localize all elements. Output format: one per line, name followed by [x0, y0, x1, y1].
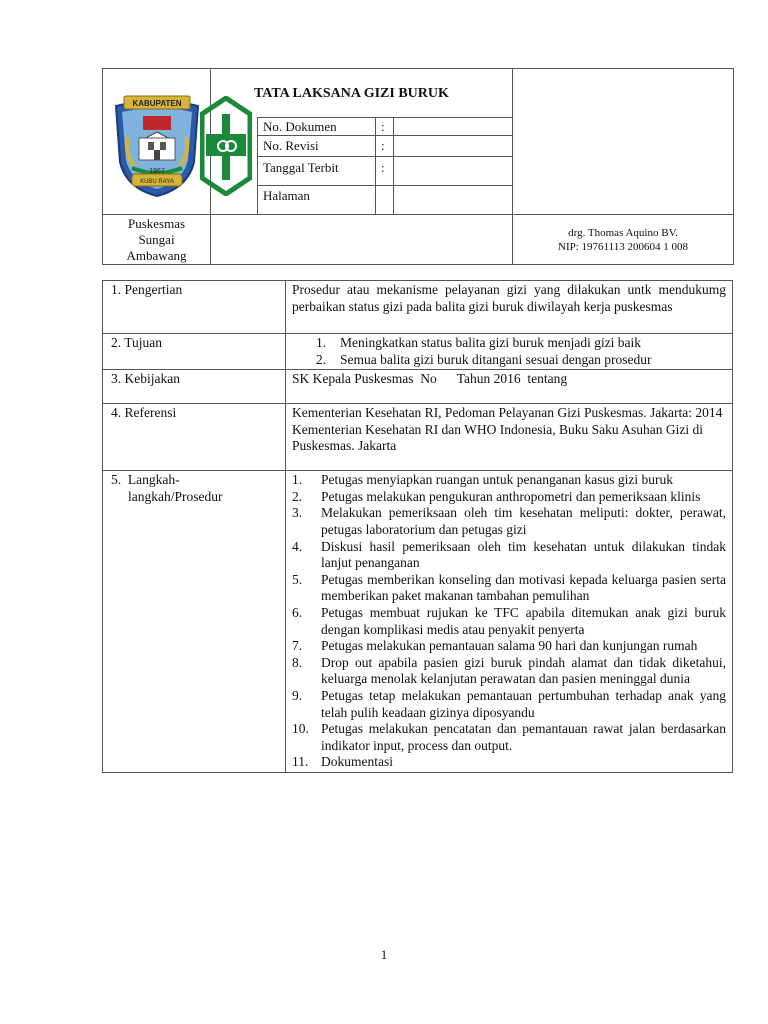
label-langkah: [103, 471, 286, 773]
puskesmas-logo: [200, 96, 252, 196]
list-item: 9. Petugas tetap melakukan pemantauan pertumbuhan terhadap anak yang telah pulih keadaan gizinya diposyandu: [292, 687, 726, 720]
list-item: 10. Petugas melakukan pencatatan dan pemantauan rawat jalan berdasarkan indikator input, process dan output.: [292, 721, 726, 753]
label-langkah-line2: langkah/Prosedur: [128, 488, 223, 504]
procedure-table: [102, 280, 733, 773]
label-tujuan: 2. Tujuan: [103, 334, 286, 370]
text-referensi-1: Kementerian Kesehatan RI, Pedoman Pelayanan Gizi Puskesmas. Jakarta: 2014: [292, 405, 723, 421]
list-item: 8. Drop out apabila pasien gizi buruk pindah alamat dan tidak diketahui, keluarga menolak kelanjutan perawatan dan pasien meninggal dunia: [292, 654, 726, 687]
list-item: 1. Petugas menyiapkan ruangan untuk penanganan kasus gizi buruk: [292, 472, 674, 488]
org-line-3: Ambawang: [126, 248, 187, 263]
list-item: 2. Semua balita gizi buruk ditangani sesuai dengan prosedur: [316, 351, 652, 367]
org-line-2: Sungai: [138, 232, 175, 247]
list-item: 11. Dokumentasi: [292, 754, 393, 770]
field-tanggal-terbit-sep: :: [381, 160, 385, 175]
page-number: 1: [380, 947, 388, 962]
list-item: 3. Melakukan pemeriksaan oleh tim kesehatan meliputi: dokter, perawat, petugas laboratorium dan petugas gizi: [292, 505, 726, 537]
row-langkah: [103, 471, 733, 773]
org-name: [103, 216, 210, 264]
document-title: TATA LAKSANA GIZI BURUK: [254, 86, 449, 101]
field-no-dokumen-label: No. Dokumen: [263, 119, 337, 134]
signer-nip: NIP: 19761113 200604 1 008: [558, 241, 688, 253]
steps-list: [292, 472, 726, 771]
row-referensi: [103, 404, 733, 471]
list-item: 2. Petugas melakukan pengukuran anthropometri dan pemeriksaan klinis: [292, 488, 701, 504]
label-langkah-line1: 5. Langkah-: [111, 472, 180, 488]
text-referensi-2: Kementerian Kesehatan RI dan WHO Indonesia, Buku Saku Asuhan Gizi di Puskesmas. Jakarta: [292, 421, 704, 454]
langkah-cell: [286, 471, 733, 773]
row-pengertian: [103, 281, 733, 334]
label-pengertian: 1. Pengertian: [103, 281, 286, 334]
referensi-cell: [286, 404, 733, 471]
kabupaten-logo: [108, 92, 206, 200]
row-kebijakan: [103, 370, 733, 404]
list-item: 1. Meningkatkan status balita gizi buruk menjadi gizi baik: [316, 335, 642, 350]
label-kebijakan: 3. Kebijakan: [103, 370, 286, 404]
list-item: 5. Petugas memberikan konseling dan motivasi kepada keluarga pasien serta memberikan paket makanan tambahan pemulihan: [292, 571, 726, 604]
row-tujuan: [103, 334, 733, 370]
logo-kabupaten-text: KABUPATEN: [132, 99, 182, 108]
field-no-dokumen-sep: :: [381, 119, 385, 134]
signer-block: [513, 226, 733, 254]
logo-kabupaten-motto: KUBU RAYA: [140, 179, 174, 185]
field-tanggal-terbit-label: Tanggal Terbit: [263, 160, 339, 175]
list-item: 4. Diskusi hasil pemeriksaan oleh tim kesehatan untuk dilakukan tindak lanjut penanganan: [292, 538, 726, 571]
field-no-revisi-label: No. Revisi: [263, 138, 319, 153]
signer-name: drg. Thomas Aquino BV.: [568, 227, 678, 239]
text-kebijakan: SK Kepala Puskesmas No Tahun 2016 tentang: [286, 370, 733, 404]
text-pengertian: Prosedur atau mekanisme pelayanan gizi yang dilakukan untk mendukumg perbaikan status gizi pada balita gizi buruk diwilayah kerja puskesmas: [286, 281, 733, 334]
tujuan-cell: [286, 334, 733, 370]
logo-kabupaten-year: 1967: [149, 168, 165, 175]
field-halaman-label: Halaman: [263, 188, 310, 203]
tujuan-list: [292, 335, 726, 368]
list-item: 7. Petugas melakukan pemantauan salama 90 hari dan kunjungan rumah: [292, 638, 698, 654]
org-line-1: Puskesmas: [127, 216, 186, 231]
field-no-revisi-sep: :: [381, 138, 385, 153]
label-referensi: 4. Referensi: [103, 404, 286, 471]
list-item: 6. Petugas membuat rujukan ke TFC apabila ditemukan anak gizi buruk dengan komplikasi medis atau penyakit penyerta: [292, 604, 726, 637]
